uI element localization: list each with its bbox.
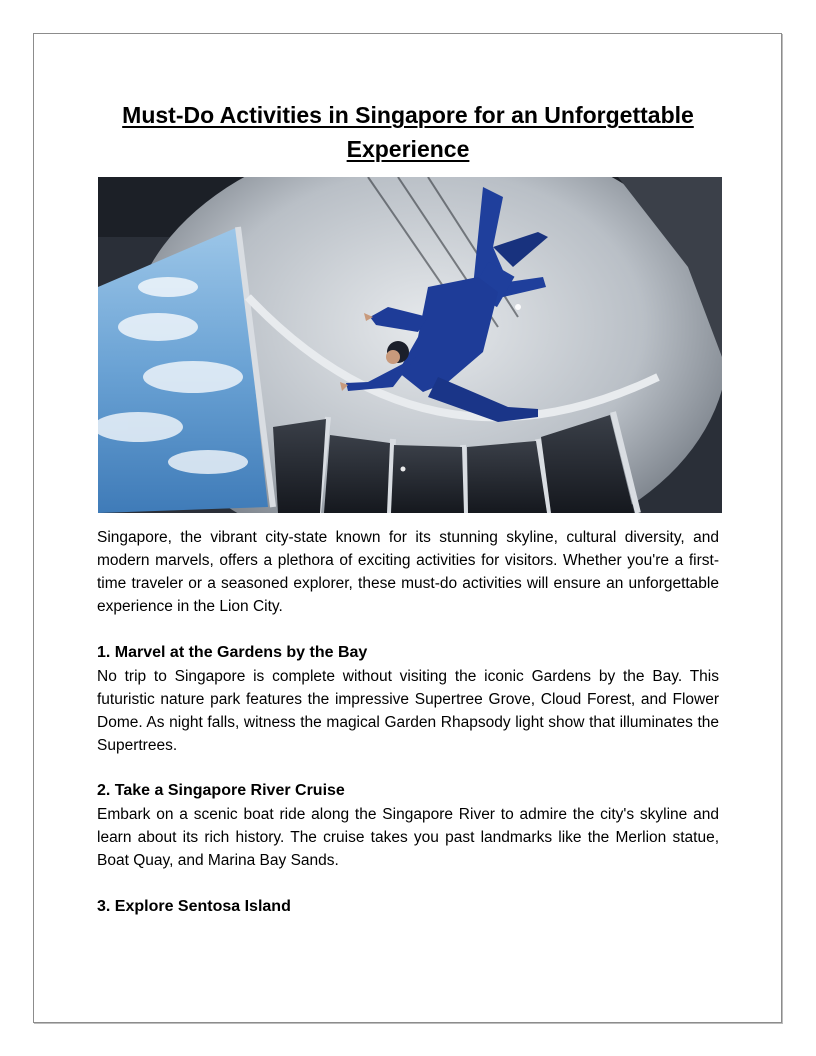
- section-heading-2: 2. Take a Singapore River Cruise: [97, 782, 345, 799]
- section-text-2: Embark on a scenic boat ride along the Singapore River to admire the city's skyline and learn about its rich history. The cruise takes you past landmarks like the Merlion statue, Boat Quay, and Marina Bay Sands.: [97, 806, 719, 869]
- hero-image: [98, 177, 722, 513]
- page-title: Must-Do Activities in Singapore for an Unforgettable Experience: [122, 102, 694, 162]
- intro-paragraph: Singapore, the vibrant city-state known for its stunning skyline, cultural diversity, and modern marvels, offers a plethora of exciting activities for visitors. Whether you're a first-time traveler or a seasoned explorer, these must-do activities will ensure an unforgettable experience in the Lion City.: [97, 529, 719, 615]
- section-text-1: No trip to Singapore is complete without visiting the iconic Gardens by the Bay. This futuristic nature park features the impressive Supertree Grove, Cloud Forest, and Flower Dome. As night falls, witness the magical Garden Rhapsody light show that illuminates the Supertrees.: [97, 668, 719, 754]
- indoor-skydiving-photo-icon: [98, 177, 722, 513]
- section-heading-1: 1. Marvel at the Gardens by the Bay: [97, 644, 368, 661]
- section-heading-3: 3. Explore Sentosa Island: [97, 898, 291, 915]
